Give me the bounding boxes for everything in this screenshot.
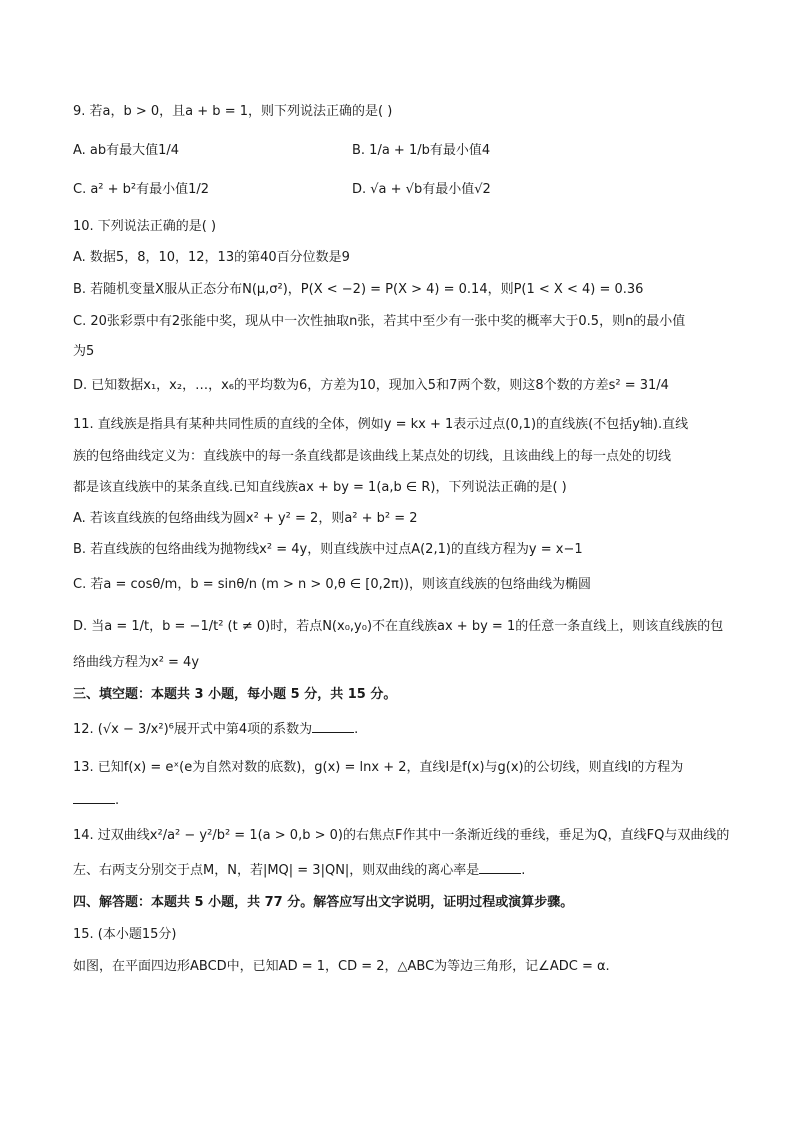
q11-stem-line1: 11. 直线族是指具有某种共同性质的直线的全体，例如y = kx + 1表示过点(0,1)的直线族(不包括y轴).直线 xyxy=(73,417,689,432)
q11-option-d-line1: D. 当a = 1/t，b = −1/t² (t ≠ 0)时，若点N(x₀,y₀)不在直线族ax + by = 1的任意一条直线上，则该直线族的包 xyxy=(73,619,724,634)
answer-blank xyxy=(73,791,115,804)
q10-option-d: D. 已知数据x₁，x₂，…，x₆的平均数为6，方差为10，现加入5和7两个数，则这8个数的方差s² = 31/4 xyxy=(73,378,669,393)
q13-line1: 13. 已知f(x) = eˣ(e为自然对数的底数)，g(x) = lnx + 2，直线l是f(x)与g(x)的公切线，则直线l的方程为 xyxy=(73,760,684,775)
q11-option-b: B. 若直线族的包络曲线为抛物线x² = 4y，则直线族中过点A(2,1)的直线方程为y = x−1 xyxy=(73,542,583,557)
answer-blank xyxy=(479,861,521,874)
q10-option-c-line1: C. 20张彩票中有2张能中奖，现从中一次性抽取n张，若其中至少有一张中奖的概率大于0.5，则n的最小值 xyxy=(73,314,686,329)
q13-line2 xyxy=(73,791,119,811)
section-3-heading: 三、填空题：本题共 3 小题，每小题 5 分，共 15 分。 xyxy=(73,687,397,702)
q14-end: . xyxy=(521,863,526,878)
q15-body: 如图，在平面四边形ABCD中，已知AD = 1，CD = 2，△ABC为等边三角形，记∠ADC = α. xyxy=(73,959,610,974)
q9-option-c: C. a² + b²有最小值1/2 xyxy=(73,182,210,197)
answer-blank xyxy=(312,720,354,733)
q11-option-d-line2: 络曲线方程为x² = 4y xyxy=(73,655,200,670)
q11-option-c: C. 若a = cosθ/m，b = sinθ/n (m > n > 0,θ ∈ [0,2π))，则该直线族的包络曲线为椭圆 xyxy=(73,577,592,592)
q11-option-a: A. 若该直线族的包络曲线为圆x² + y² = 2，则a² + b² = 2 xyxy=(73,511,418,526)
q9-option-b: B. 1/a + 1/b有最小值4 xyxy=(352,143,491,158)
q9-option-d: D. √a + √b有最小值√2 xyxy=(352,182,491,197)
q14-text: 左、右两支分别交于点M，N，若|MQ| = 3|QN|，则双曲线的离心率是 xyxy=(73,863,480,878)
q12-end: . xyxy=(354,722,359,737)
q9-option-a: A. ab有最大值1/4 xyxy=(73,143,180,158)
q13-end: . xyxy=(115,793,120,808)
q10-stem: 10. 下列说法正确的是( ) xyxy=(73,219,217,234)
section-4-heading: 四、解答题：本题共 5 小题，共 77 分。解答应写出文字说明，证明过程或演算步骤。 xyxy=(73,895,574,910)
q10-option-c-line2: 为5 xyxy=(73,344,95,359)
q10-option-a: A. 数据5，8，10，12，13的第40百分位数是9 xyxy=(73,250,350,265)
q9-stem: 9. 若a，b > 0，且a + b = 1，则下列说法正确的是( ) xyxy=(73,104,393,119)
q11-stem-line2: 族的包络曲线定义为：直线族中的每一条直线都是该曲线上某点处的切线，且该曲线上的每一点处的切线 xyxy=(73,449,672,464)
q14-line2 xyxy=(73,861,525,881)
q12 xyxy=(73,720,358,740)
q12-text: 12. (√x − 3/x²)⁶展开式中第4项的系数为 xyxy=(73,722,313,737)
q15-heading: 15. (本小题15分) xyxy=(73,927,177,942)
q14-line1: 14. 过双曲线x²/a² − y²/b² = 1(a > 0,b > 0)的右焦点F作其中一条渐近线的垂线，垂足为Q，直线FQ与双曲线的 xyxy=(73,828,730,843)
q11-stem-line3: 都是该直线族中的某条直线.已知直线族ax + by = 1(a,b ∈ R)，下列说法正确的是( ) xyxy=(73,480,567,495)
q10-option-b: B. 若随机变量X服从正态分布N(μ,σ²)，P(X < −2) = P(X > 4) = 0.14，则P(1 < X < 4) = 0.36 xyxy=(73,282,644,297)
